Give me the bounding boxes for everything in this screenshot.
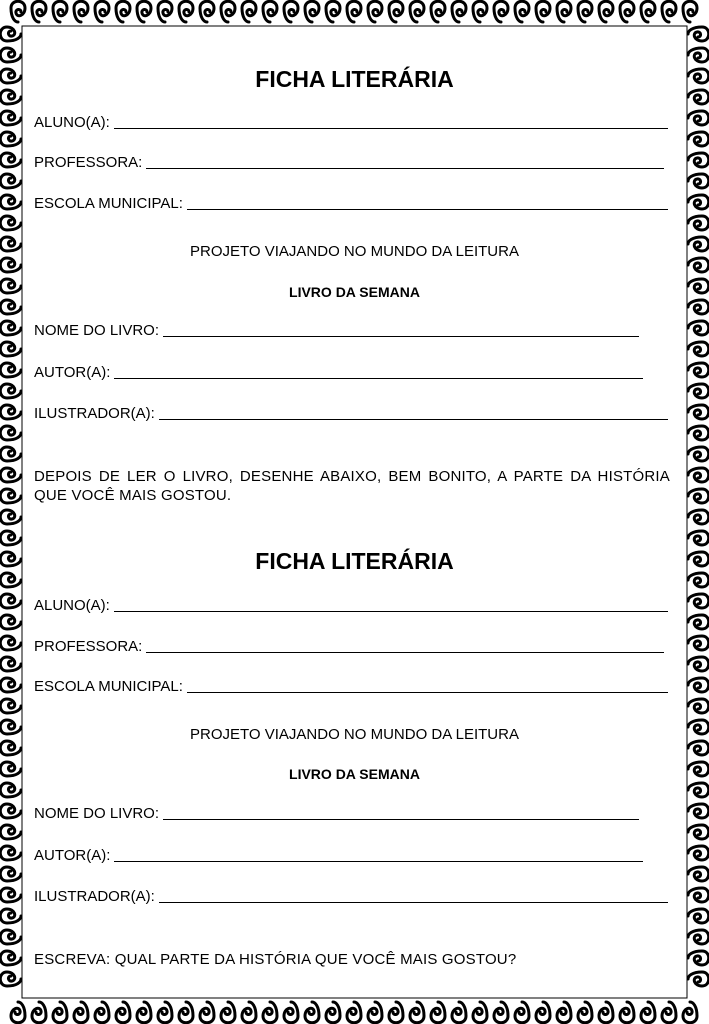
author-answer-line[interactable] xyxy=(114,365,643,379)
student-label: ALUNO(A): xyxy=(34,597,110,614)
sheet-2-subtitle: LIVRO DA SEMANA xyxy=(289,766,420,782)
sheet-2-teacher-field[interactable] xyxy=(34,638,664,655)
sheet-1-student-field[interactable] xyxy=(34,114,668,131)
sheet-2-book-field[interactable] xyxy=(34,805,639,822)
sheet-2-project-heading: PROJETO VIAJANDO NO MUNDO DA LEITURA xyxy=(190,726,519,743)
teacher-label: PROFESSORA: xyxy=(34,638,143,655)
sheet-1-book-field[interactable] xyxy=(34,322,639,339)
student-answer-line[interactable] xyxy=(114,115,668,129)
school-answer-line[interactable] xyxy=(187,196,668,210)
sheet-1-subtitle: LIVRO DA SEMANA xyxy=(289,284,420,300)
sheet-1-project-heading: PROJETO VIAJANDO NO MUNDO DA LEITURA xyxy=(190,243,519,260)
illustrator-label: ILUSTRADOR(A): xyxy=(34,405,155,422)
sheet-2-title: FICHA LITERÁRIA xyxy=(255,548,454,574)
sheet-1-author-field[interactable] xyxy=(34,364,643,381)
sheet-2-student-field[interactable] xyxy=(34,597,668,614)
book-answer-line[interactable] xyxy=(163,806,639,820)
teacher-answer-line[interactable] xyxy=(146,639,664,653)
book-label: NOME DO LIVRO: xyxy=(34,322,160,339)
sheet-2-school-field[interactable] xyxy=(34,678,668,695)
author-answer-line[interactable] xyxy=(114,848,643,862)
school-label: ESCOLA MUNICIPAL: xyxy=(34,678,183,695)
sheet-2-instruction: ESCREVA: QUAL PARTE DA HISTÓRIA QUE VOCÊ MAIS GOSTOU? xyxy=(34,951,517,968)
student-answer-line[interactable] xyxy=(114,598,668,612)
sheet-2-author-field[interactable] xyxy=(34,847,643,864)
student-label: ALUNO(A): xyxy=(34,114,110,131)
sheet-1-school-field[interactable] xyxy=(34,195,668,212)
sheet-2-illustrator-field[interactable] xyxy=(34,888,668,905)
illustrator-answer-line[interactable] xyxy=(159,889,668,903)
sheet-1-title: FICHA LITERÁRIA xyxy=(255,66,454,92)
teacher-answer-line[interactable] xyxy=(146,155,664,169)
sheet-1-teacher-field[interactable] xyxy=(34,154,664,171)
school-answer-line[interactable] xyxy=(187,679,668,693)
illustrator-answer-line[interactable] xyxy=(159,406,668,420)
author-label: AUTOR(A): xyxy=(34,364,111,381)
book-label: NOME DO LIVRO: xyxy=(34,805,160,822)
illustrator-label: ILUSTRADOR(A): xyxy=(34,888,155,905)
author-label: AUTOR(A): xyxy=(34,847,111,864)
school-label: ESCOLA MUNICIPAL: xyxy=(34,195,183,212)
sheet-1-illustrator-field[interactable] xyxy=(34,405,668,422)
sheet-1-instruction: DEPOIS DE LER O LIVRO, DESENHE ABAIXO, BEM BONITO, A PARTE DA HISTÓRIA QUE VOCÊ MAIS GOSTOU. xyxy=(34,468,670,504)
book-answer-line[interactable] xyxy=(163,323,639,337)
teacher-label: PROFESSORA: xyxy=(34,154,143,171)
